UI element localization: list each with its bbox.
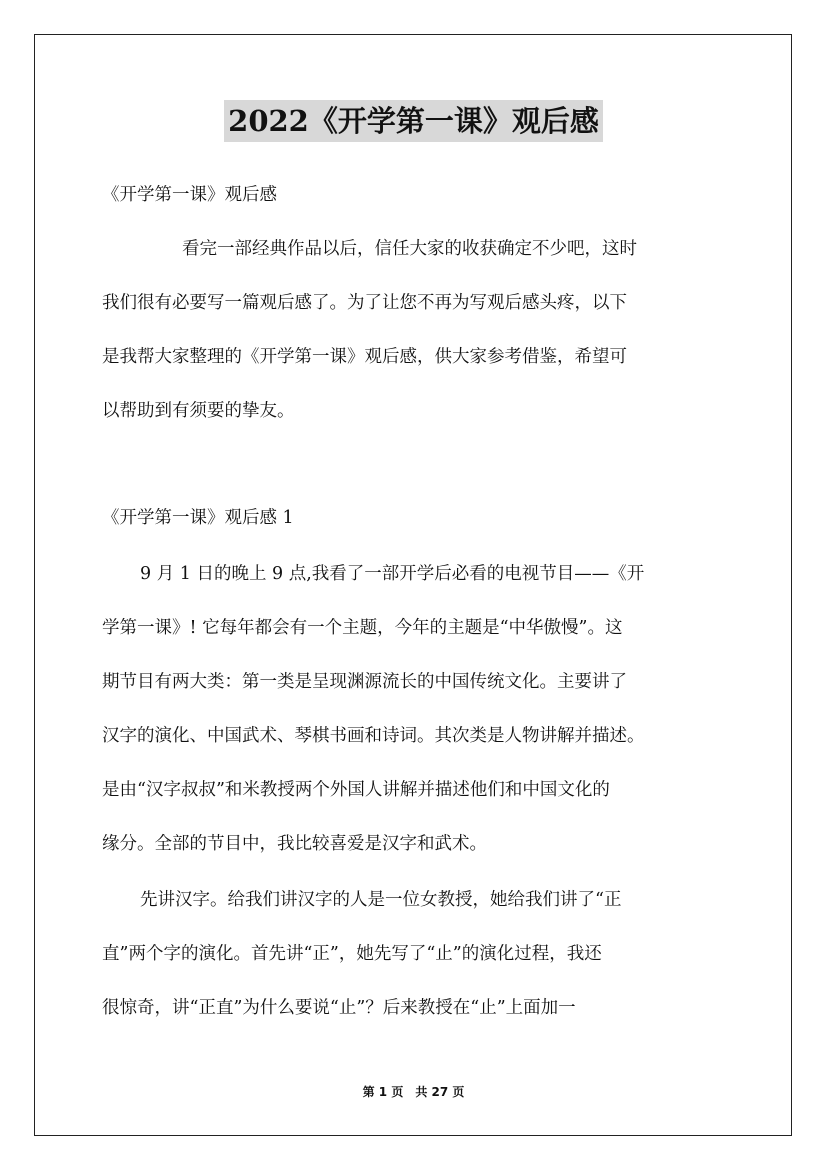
paragraph-line: 直”两个字的演化。首先讲“正”，她先写了“止”的演化过程，我还: [102, 944, 602, 964]
paragraph-line: 汉字的演化、中国武术、琴棋书画和诗词。其次类是人物讲解并描述。: [102, 726, 645, 746]
intro-line: 是我帮大家整理的《开学第一课》观后感，供大家参考借鉴，希望可: [102, 347, 627, 367]
intro-paragraph: [102, 222, 732, 438]
paragraph-line: 学第一课》! 它每年都会有一个主题，今年的主题是“中华傲慢”。这: [102, 618, 623, 638]
paragraph-line: 缘分。全部的节目中，我比较喜爱是汉字和武术。: [102, 834, 487, 854]
document-subtitle: 《开学第一课》观后感: [102, 185, 277, 205]
section1-paragraph-2: [102, 873, 732, 1035]
intro-line: 我们很有必要写一篇观后感了。为了让您不再为写观后感头疼，以下: [102, 293, 627, 313]
paragraph-line: 期节目有两大类：第一类是呈现渊源流长的中国传统文化。主要讲了: [102, 672, 627, 692]
section-heading: 《开学第一课》观后感 1: [102, 508, 294, 528]
paragraph-line: 是由“汉字叔叔”和米教授两个外国人讲解并描述他们和中国文化的: [102, 780, 610, 800]
paragraph-line: 很惊奇，讲“正直”为什么要说“止”？后来教授在“止”上面加一: [102, 998, 576, 1018]
paragraph-line: 9 月 1 日的晚上 9 点,我看了一部开学后必看的电视节目——《开: [140, 564, 645, 584]
section1-paragraph-1: [102, 547, 732, 871]
document-title: 2022《开学第一课》观后感: [224, 100, 603, 142]
intro-line: 以帮助到有须要的挚友。: [102, 401, 295, 421]
page-number-footer: 第 1 页 共 27 页: [362, 1085, 465, 1099]
title-wrap: [0, 100, 827, 142]
paragraph-line: 先讲汉字。给我们讲汉字的人是一位女教授，她给我们讲了“正: [140, 890, 622, 910]
intro-line: 看完一部经典作品以后，信任大家的收获确定不少吧，这时: [182, 239, 637, 259]
